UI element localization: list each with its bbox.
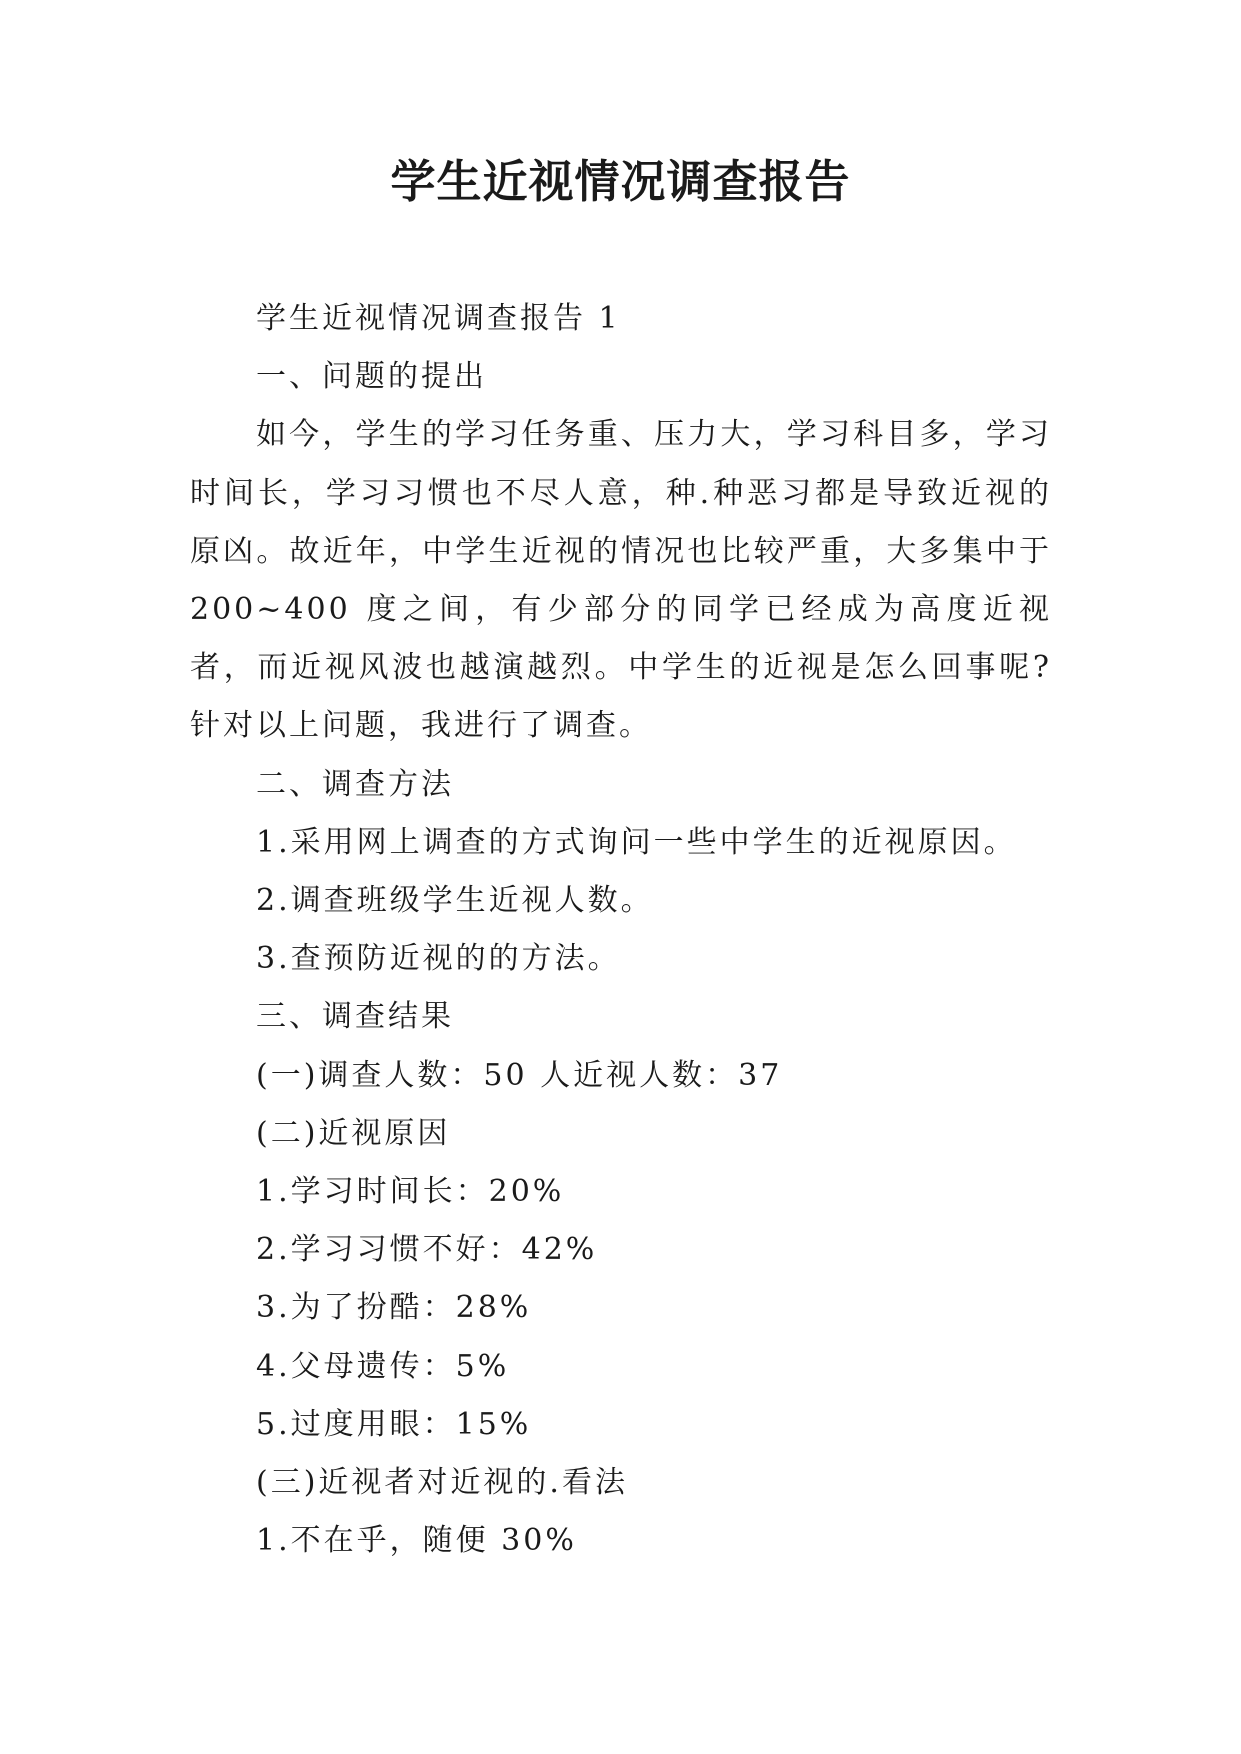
cause-item: 5.过度用眼：15% [256, 1406, 532, 1442]
section-heading-problem: 一、问题的提出 [256, 359, 487, 395]
cause-item: 1.学习时间长：20% [256, 1174, 565, 1210]
document-body [190, 290, 1052, 1570]
intro-paragraph: 如今，学生的学习任务重、压力大，学习科目多，学习时间长，学习习惯也不尽人意，种.种恶习都是导致近视的原凶。故近年，中学生近视的情况也比较严重，大多集中于200~400 度之间，有少部分的同学已经成为高度近视者，而近视风波也越演越烈。中学生的近视是怎么回事呢?针对以上问题，我进行了调查。 [190, 417, 1052, 744]
document-title: 学生近视情况调查报告 [390, 155, 851, 208]
cause-item: 4.父母遗传：5% [256, 1348, 510, 1384]
method-item: 1.采用网上调查的方式询问一些中学生的近视原因。 [256, 824, 1017, 860]
section-heading-results: 三、调查结果 [256, 999, 454, 1035]
subsection-heading-causes: (二)近视原因 [256, 1115, 451, 1151]
report-subtitle: 学生近视情况调查报告 1 [256, 301, 621, 336]
cause-item: 3.为了扮酷：28% [256, 1290, 532, 1326]
method-item: 3.查预防近视的的方法。 [256, 941, 621, 977]
section-heading-method: 二、调查方法 [256, 766, 454, 802]
results-count: (一)调查人数：50 人近视人数：37 [256, 1057, 783, 1093]
method-item: 2.调查班级学生近视人数。 [256, 883, 654, 919]
cause-item: 2.学习习惯不好：42% [256, 1232, 598, 1268]
subsection-heading-opinions: (三)近视者对近视的.看法 [256, 1465, 628, 1501]
opinion-item: 1.不在乎，随便 30% [256, 1523, 577, 1559]
